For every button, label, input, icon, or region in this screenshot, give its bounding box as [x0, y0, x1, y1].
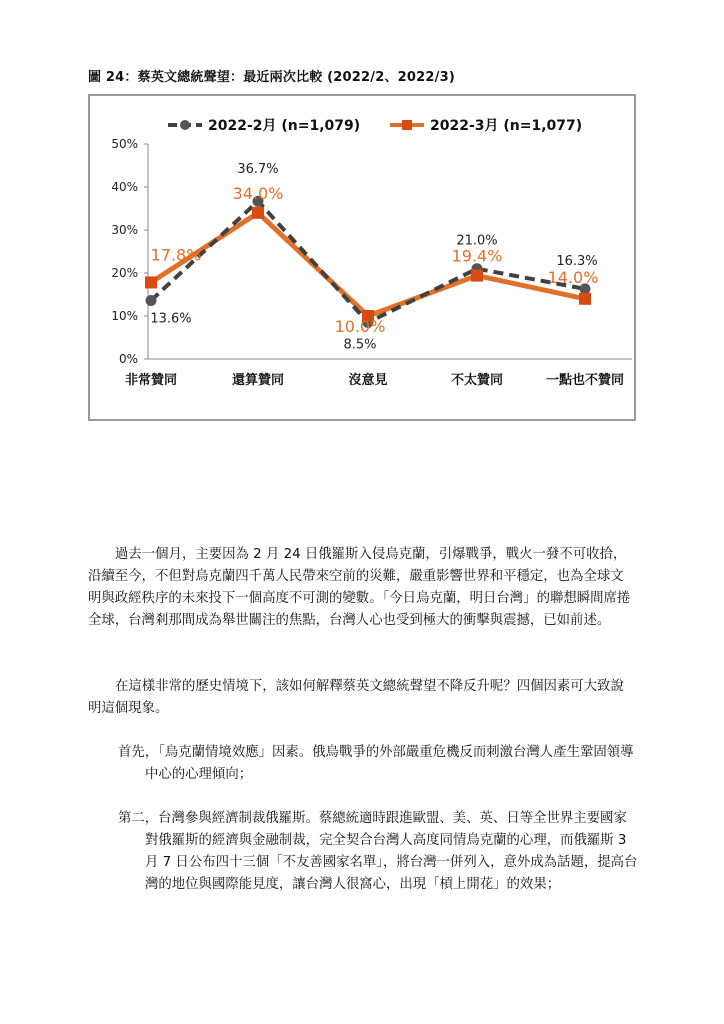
point-2022-2 [146, 295, 157, 306]
paragraph-3: 首先，「烏克蘭情境效應」因素。俄烏戰爭的外部嚴重危機反而刺激台灣人產生鞏固領導中心的心理傾向； [118, 745, 634, 782]
series-line-2022-2 [151, 201, 585, 322]
data-label-2022-3: 14.0% [547, 267, 599, 287]
data-labels [150, 162, 598, 352]
y-tick-label: 50% [111, 137, 138, 151]
legend-item [168, 118, 360, 134]
data-label-2022-2: 36.7% [237, 162, 279, 178]
data-label-2022-2: 13.6% [150, 311, 192, 327]
y-axis [111, 137, 148, 366]
legend-item [390, 118, 582, 134]
point-2022-3 [145, 276, 157, 288]
data-label-2022-3: 10.0% [334, 317, 386, 336]
point-2022-3 [252, 207, 264, 219]
y-tick-label: 30% [111, 223, 138, 237]
data-label-2022-3: 34.0% [232, 183, 284, 203]
legend-marker [402, 120, 412, 130]
paragraph-2: 在這樣非常的歷史情境下，該如何解釋蔡英文總統聲望不降反升呢？四個因素可大致說明這個現象。 [88, 679, 624, 716]
data-label-2022-2: 16.3% [556, 253, 598, 269]
paragraph-4: 第二，台灣參與經濟制裁俄羅斯。蔡總統適時跟進歐盟、美、英、日等全世界主要國家對俄羅斯的經濟與金融制裁，完全契合台灣人高度同情烏克蘭的心理，而俄羅斯 3 月 7 日公布四十三個「不友善國家名單」，將台灣一併列入，意外成為話題，提高台灣的地位與國際能見度，讓台灣人很窩心，出現「槓上開花」的效果； [118, 811, 638, 892]
series-line-2022-3 [151, 213, 585, 316]
x-tick-label: 還算贊同 [231, 373, 285, 388]
data-label-2022-2: 8.5% [343, 337, 377, 353]
chart-frame [88, 94, 636, 421]
x-tick-label: 不太贊同 [450, 373, 504, 388]
point-2022-3 [579, 293, 591, 305]
paragraph-1: 過去一個月，主要因為 2 月 24 日俄羅斯入侵烏克蘭，引爆戰爭，戰火一發不可收拾，沿續至今，不但對烏克蘭四千萬人民帶來空前的災難，嚴重影響世界和平穩定，也為全球文明與政經秩序的未來投下一個高度不可測的變數。「今日烏克蘭，明日台灣」的聯想瞬間席捲全球，台灣剎那間成為舉世關注的焦點，台灣人心也受到極大的衝擊與震撼，已如前述。 [88, 547, 631, 628]
legend-label: 2022-2月 (n=1,079) [208, 118, 361, 134]
data-label-2022-3: 19.4% [451, 246, 503, 266]
y-tick-label: 10% [111, 309, 138, 323]
line-chart [90, 96, 634, 419]
series-layer [145, 196, 591, 328]
legend-label: 2022-3月 (n=1,077) [430, 118, 583, 134]
chart-legend [168, 118, 582, 134]
x-tick-label: 沒意見 [348, 373, 388, 388]
legend-marker [180, 120, 190, 130]
y-tick-label: 0% [118, 352, 138, 366]
x-axis [125, 359, 632, 388]
x-tick-label: 一點也不贊同 [545, 373, 625, 388]
x-tick-label: 非常贊同 [124, 373, 178, 388]
y-tick-label: 20% [111, 266, 138, 280]
data-label-2022-3: 17.8% [150, 245, 202, 265]
data-label-2022-2: 21.0% [456, 233, 498, 249]
y-tick-label: 40% [111, 180, 138, 194]
point-2022-3 [471, 270, 483, 282]
figure-caption: 圖 24：蔡英文總統聲望：最近兩次比較 (2022/2、2022/3) [88, 70, 455, 85]
